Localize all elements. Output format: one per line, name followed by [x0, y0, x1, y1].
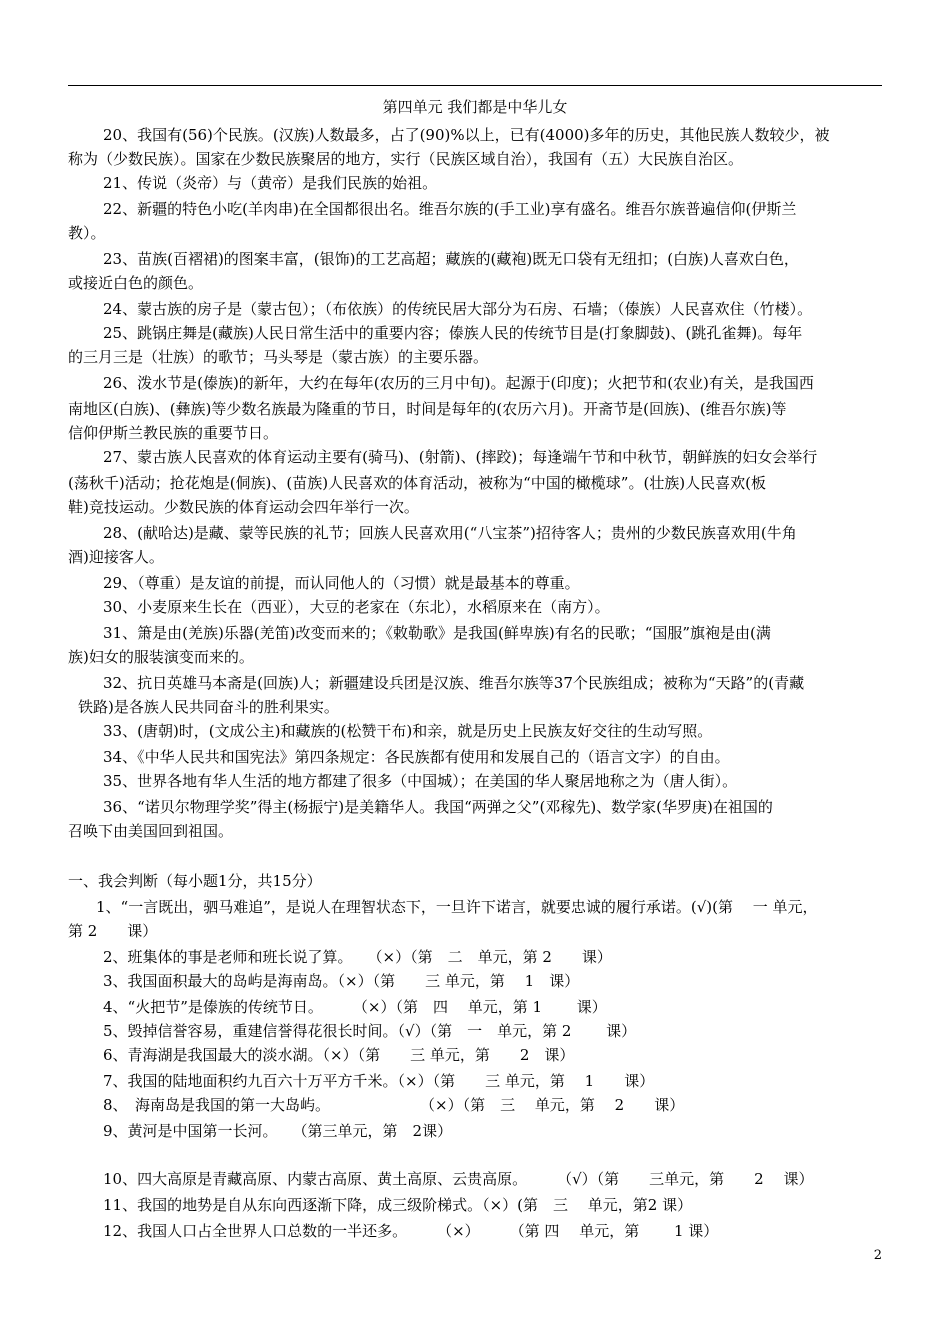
page-number: 2 — [873, 1248, 882, 1263]
text-line: (荡秋千)活动；抢花炮是(侗族)、(苗族)人民喜欢的体育活动，被称为“中国的橄榄球”。(壮族)人民喜欢(板 — [68, 474, 767, 492]
judgment-item: 4、“火把节”是傣族的传统节日。 （×）（第 四 单元，第 1 课） — [103, 998, 607, 1016]
text-line: 铁路)是各族人民共同奋斗的胜利果实。 — [78, 698, 339, 716]
text-line: 南地区(白族)、(彝族)等少数名族最为隆重的节日，时间是每年的(农历六月)。开斋节是(回族)、(维吾尔族)等 — [68, 400, 787, 418]
text-line: 36、“诺贝尔物理学奖”得主(杨振宁)是美籍华人。我国“两弹之父”(邓稼先)、数学家(华罗庚)在祖国的 — [103, 798, 773, 816]
judgment-item: 5、毁掉信誉容易，重建信誉得花很长时间。（√）（第 一 单元，第 2 课） — [103, 1022, 637, 1040]
text-line: 族)妇女的服装演变而来的。 — [68, 648, 254, 666]
section-heading: 一、我会判断（每小题1分，共15分） — [68, 872, 322, 890]
text-line: 的三月三是（壮族）的歌节；马头琴是（蒙古族）的主要乐器。 — [68, 348, 489, 366]
text-line: 32、抗日英雄马本斋是(回族)人；新疆建设兵团是汉族、维吾尔族等37个民族组成；被称为“天路”的(青藏 — [103, 674, 805, 692]
text-line: 20、我国有(56)个民族。(汉族)人数最多，占了(90)%以上，已有(4000)多年的历史，其他民族人数较少，被 — [103, 126, 830, 144]
header-rule — [68, 85, 882, 86]
judgment-item: 8、 海南岛是我国的第一大岛屿。 （×）（第 三 单元，第 2 课） — [103, 1096, 685, 1114]
text-line: 24、蒙古族的房子是（蒙古包）；（布依族）的传统民居大部分为石房、石墙；（傣族）人民喜欢住（竹楼）。 — [103, 300, 813, 318]
judgment-item: 7、我国的陆地面积约九百六十万平方千米。（×）（第 三 单元，第 1 课） — [103, 1072, 655, 1090]
text-line: 信仰伊斯兰教民族的重要节日。 — [68, 424, 279, 442]
text-line: 酒)迎接客人。 — [68, 548, 164, 566]
judgment-item: 1、“一言既出，驷马难追”，是说人在理智状态下，一旦许下诺言，就要忠诚的履行承诺。(√)(第 一 单元， — [96, 898, 818, 916]
text-line: 鞋)竞技运动。少数民族的体育运动会四年举行一次。 — [68, 498, 419, 516]
text-line: 召唤下由美国回到祖国。 — [68, 822, 234, 840]
text-line: 31、箫是由(羌族)乐器(羌笛)改变而来的；《敕勒歌》是我国(鲜卑族)有名的民歌；“国服”旗袍是由(满 — [103, 624, 771, 642]
judgment-item: 11、我国的地势是自从东向西逐渐下降，成三级阶梯式。（×）(第 三 单元，第2 课） — [103, 1196, 693, 1214]
judgment-item: 10、四大高原是青藏高原、内蒙古高原、黄土高原、云贵高原。 （√）（第 三单元，第 2 课） — [103, 1170, 814, 1188]
text-line: 或接近白色的颜色。 — [68, 274, 204, 292]
text-line: 33、(唐朝)时，(文成公主)和藏族的(松赞干布)和亲，就是历史上民族友好交往的生动写照。 — [103, 722, 713, 740]
judgment-item: 9、黄河是中国第一长河。 （第三单元，第 2课） — [103, 1122, 453, 1140]
page-title: 第四单元 我们都是中华儿女 — [382, 98, 568, 116]
text-line: 22、新疆的特色小吃(羊肉串)在全国都很出名。维吾尔族的(手工业)享有盛名。维吾尔族普遍信仰(伊斯兰 — [103, 200, 797, 218]
text-line: 30、小麦原来生长在（西亚），大豆的老家在（东北），水稻原来在（南方）。 — [103, 598, 610, 616]
text-line: 27、蒙古族人民喜欢的体育运动主要有(骑马)、(射箭)、(摔跤)；每逢端午节和中秋节，朝鲜族的妇女会举行 — [103, 448, 818, 466]
judgment-item: 3、我国面积最大的岛屿是海南岛。（×）（第 三 单元，第 1 课） — [103, 972, 580, 990]
text-line: 称为（少数民族）。国家在少数民族聚居的地方，实行（民族区域自治），我国有（五）大民族自治区。 — [68, 150, 744, 168]
text-line: 23、苗族(百褶裙)的图案丰富，(银饰)的工艺高超；藏族的(藏袍)既无口袋有无纽扣；(白族)人喜欢白色， — [103, 250, 799, 268]
text-line: 28、(献哈达)是藏、蒙等民族的礼节；回族人民喜欢用(“八宝茶”)招待客人；贵州的少数民族喜欢用(牛角 — [103, 524, 797, 542]
text-line: 26、泼水节是(傣族)的新年，大约在每年(农历的三月中旬)。起源于(印度)；火把节和(农业)有关，是我国西 — [103, 374, 814, 392]
judgment-item: 2、班集体的事是老师和班长说了算。 （×）（第 二 单元，第 2 课） — [103, 948, 612, 966]
text-line: 25、跳锅庄舞是(藏族)人民日常生活中的重要内容；傣族人民的传统节目是(打象脚鼓)、(跳孔雀舞)。每年 — [103, 324, 803, 342]
judgment-item: 第 2 课） — [68, 922, 158, 940]
text-line: 21、传说（炎帝）与（黄帝）是我们民族的始祖。 — [103, 174, 438, 192]
text-line: 34、《中华人民共和国宪法》第四条规定：各民族都有使用和发展自己的（语言文字）的自由。 — [103, 748, 730, 766]
judgment-item: 6、青海湖是我国最大的淡水湖。（×）（第 三 单元，第 2 课） — [103, 1046, 575, 1064]
text-line: 教）。 — [68, 224, 106, 242]
text-line: 29、（尊重）是友谊的前提，而认同他人的（习惯）就是最基本的尊重。 — [103, 574, 580, 592]
text-line: 35、世界各地有华人生活的地方都建了很多（中国城）；在美国的华人聚居地称之为（唐人街）。 — [103, 772, 738, 790]
judgment-item: 12、我国人口占全世界人口总数的一半还多。 （×） （第 四 单元，第 1 课） — [103, 1222, 719, 1240]
